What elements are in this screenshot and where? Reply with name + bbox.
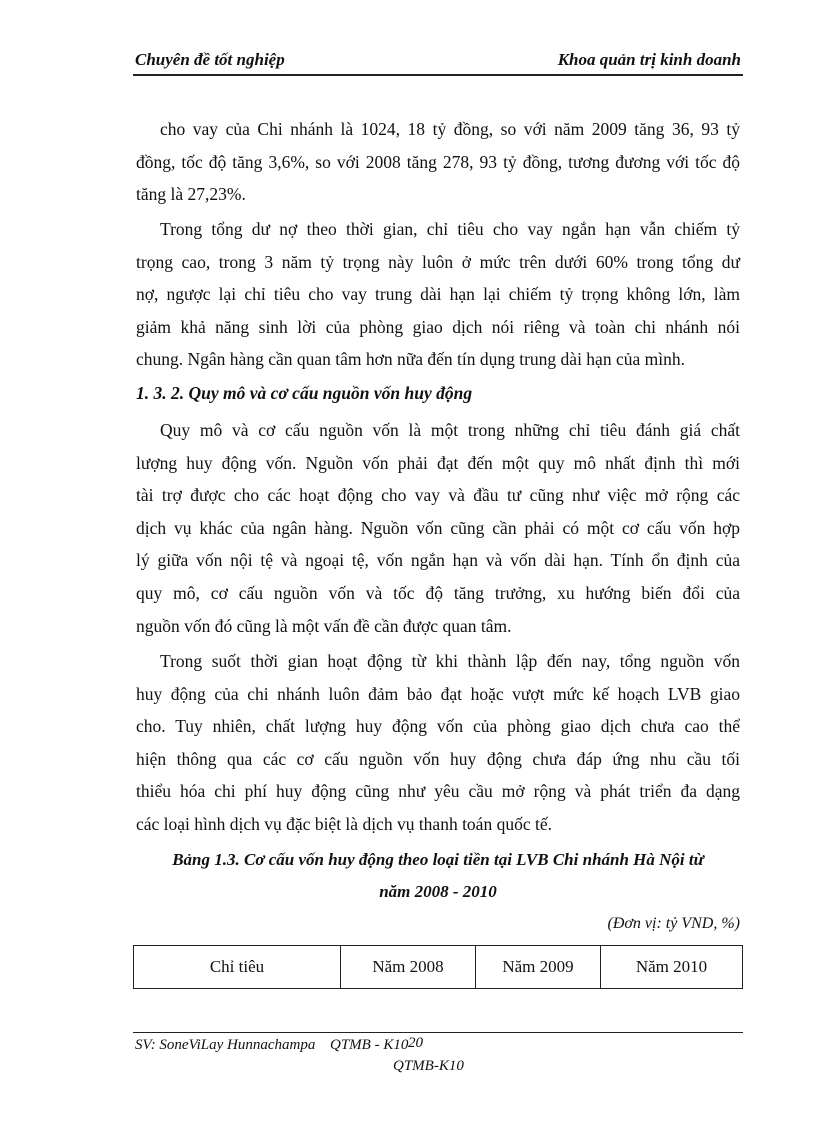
paragraph-line: lượng huy động vốn. Nguồn vốn phải đạt đến một quy mô nhất định thì mới [136,452,740,473]
table-header-cell: Năm 2009 [476,946,601,989]
paragraph-3 [136,414,740,642]
paragraph-line: cho vay của Chi nhánh là 1024, 18 tỷ đồng, so với năm 2009 tăng 36, 93 tỷ [160,119,740,139]
paragraph-line: Trong suốt thời gian hoạt động từ khi thành lập đến nay, tổng nguồn vốn [160,651,740,671]
paragraph-line: nguồn vốn đó cũng là một vấn đề cần được quan tâm. [136,615,512,636]
paragraph-line: cho. Tuy nhiên, chất lượng huy động vốn của phòng giao dịch chưa cao thể [136,716,740,737]
capital-structure-table [133,945,743,989]
paragraph-line: chung. Ngân hàng cần quan tâm hơn nữa đến tín dụng trung dài hạn của mình. [136,349,685,370]
table-caption-line-2: năm 2008 - 2010 [379,882,497,901]
footer-class: QTMB-K10 [393,1058,464,1074]
paragraph-line: thiểu hóa chi phí huy động cũng như yêu cầu mở rộng và phát triển đa dạng [136,781,740,802]
paragraph-line: tài trợ được cho các hoạt động cho vay và đầu tư cũng như việc mở rộng các [136,485,740,506]
paragraph-line: nợ, ngược lại chỉ tiêu cho vay trung dài hạn lại chiếm tỷ trọng không lớn, làm [136,284,740,305]
table-header-row [134,946,743,989]
paragraph-line: lý giữa vốn nội tệ và ngoại tệ, vốn ngắn hạn và vốn dài hạn. Tính ổn định của [136,550,740,571]
page-header [133,50,743,76]
paragraph-line: các loại hình dịch vụ đặc biệt là dịch vụ thanh toán quốc tế. [136,813,552,834]
paragraph-line: hiện thông qua các cơ cấu nguồn vốn huy động chưa đáp ứng nhu cầu tối [136,748,740,769]
section-heading: 1. 3. 2. Quy mô và cơ cấu nguồn vốn huy động [136,383,473,403]
table-caption-line-1: Bảng 1.3. Cơ cấu vốn huy động theo loại tiền tại LVB Chi nhánh Hà Nội từ [172,850,704,869]
paragraph-2 [136,213,740,376]
paragraph-line: tăng là 27,23%. [136,184,246,205]
paragraph-line: Quy mô và cơ cấu nguồn vốn là một trong những chỉ tiêu đánh giá chất [160,420,740,440]
header-right-title: Khoa quản trị kinh doanh [557,50,741,69]
paragraph-line: trọng cao, trong 3 năm tỷ trọng này luôn ở mức trên dưới 60% trong tổng dư [136,251,740,272]
table-caption [133,844,743,908]
footer-divider [133,1032,743,1033]
table-header-cell: Chỉ tiêu [134,946,341,989]
paragraph-line: giảm khả năng sinh lời của phòng giao dịch nói riêng và toàn chi nhánh nói [136,316,740,337]
paragraph-4 [136,645,740,841]
footer-class-overlap: QTMB - K10 [330,1037,409,1053]
footer-student: SV: SoneViLay Hunnachampa [135,1037,316,1053]
footer-page-number: 20 [408,1035,423,1051]
header-left-title: Chuyên đề tốt nghiệp [135,50,285,69]
table-header-cell: Năm 2010 [601,946,743,989]
paragraph-line: Trong tổng dư nợ theo thời gian, chỉ tiêu cho vay ngắn hạn vẫn chiếm tỷ [160,219,740,239]
paragraph-line: dịch vụ khác của ngân hàng. Nguồn vốn cũng cần phải có một cơ cấu vốn hợp [136,517,740,538]
paragraph-1 [136,113,740,211]
paragraph-line: quy mô, cơ cấu nguồn vốn và tốc độ tăng trưởng, xu hướng biến đổi của [136,582,740,603]
table-header-cell: Năm 2008 [341,946,476,989]
unit-note: (Đơn vị: tỷ VND, %) [607,915,740,932]
paragraph-line: huy động của chi nhánh luôn đảm bảo đạt hoặc vượt mức kế hoạch LVB giao [136,683,740,704]
paragraph-line: đồng, tốc độ tăng 3,6%, so với 2008 tăng 278, 93 tỷ đồng, tương đương với tốc độ [136,151,740,172]
